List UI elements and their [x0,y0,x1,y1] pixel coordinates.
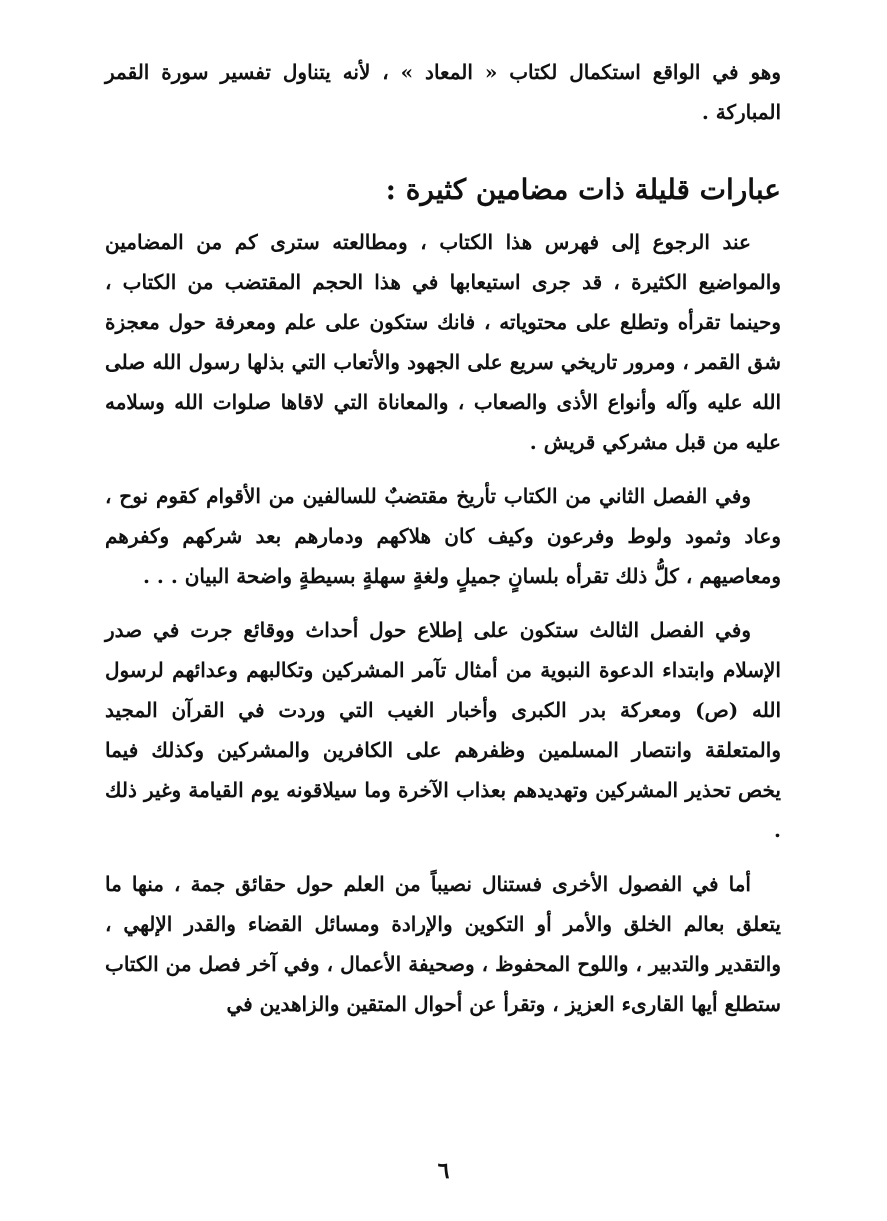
body-paragraph-1: عند الرجوع إلى فهرس هذا الكتاب ، ومطالعته سترى كم من المضامين والمواضيع الكثيرة ، قد جرى استيعابها في هذا الحجم المقتضب من الكتاب ، وحينما تقرأه وتطلع على محتوياته ، فانك ستكون على علم ومعرفة حول معجزة شق القمر ، ومرور تاريخي سريع على الجهود والأتعاب التي بذلها رسول الله صلى الله عليه وآله وأنواع الأذى والصعاب ، والمعاناة التي لاقاها صلوات الله وسلامه عليه من قبل مشركي قريش . [105,230,781,454]
page-number: ٦ [437,1158,450,1184]
section-heading: عبارات قليلة ذات مضامين كثيرة : [385,173,781,206]
paragraph-gap [105,462,781,476]
paragraph-gap [105,850,781,864]
paragraph-gap [105,596,781,610]
body-paragraph-4: أما في الفصول الأخرى فستنال نصيباً من العلم حول حقائق جمة ، منها ما يتعلق بعالم الخلق والأمر أو التكوين والإرادة ومسائل القضاء والقدر الإلهي ، والتقدير والتدبير ، واللوح المحفوظ ، وصحيفة الأعمال ، وفي آخر فصل من الكتاب ستطلع أيها القارىء العزيز ، وتقرأ عن أحوال المتقين والزاهدين في [105,872,781,1016]
document-page [105,52,781,1024]
body-paragraph-3: وفي الفصل الثالث ستكون على إطلاع حول أحداث ووقائع جرت في صدر الإسلام وابتداء الدعوة النبوية من أمثال تآمر المشركين وتكالبهم وعدائهم لرسول الله (ص) ومعركة بدر الكبرى وأخبار الغيب التي وردت في القرآن المجيد والمتعلقة وانتصار المسلمين وظفرهم على الكافرين والمشركين وكذلك فيما يخص تحذير المشركين وتهديدهم بعذاب الآخرة وما سيلاقونه يوم القيامة وغير ذلك . [105,618,781,842]
body-paragraph-2: وفي الفصل الثاني من الكتاب تأريخ مقتضبٌ للسالفين من الأقوام كقوم نوح ، وعاد وثمود ولوط وفرعون وكيف كان هلاكهم ودمارهم بعد شركهم وكفرهم ومعاصيهم ، كلُّ ذلك تقرأه بلسانٍ جميلٍ ولغةٍ سهلةٍ بسيطةٍ واضحة البيان . . . [105,484,781,588]
intro-paragraph: وهو في الواقع استكمال لكتاب « المعاد » ، لأنه يتناول تفسير سورة القمر المباركة . [105,60,781,124]
